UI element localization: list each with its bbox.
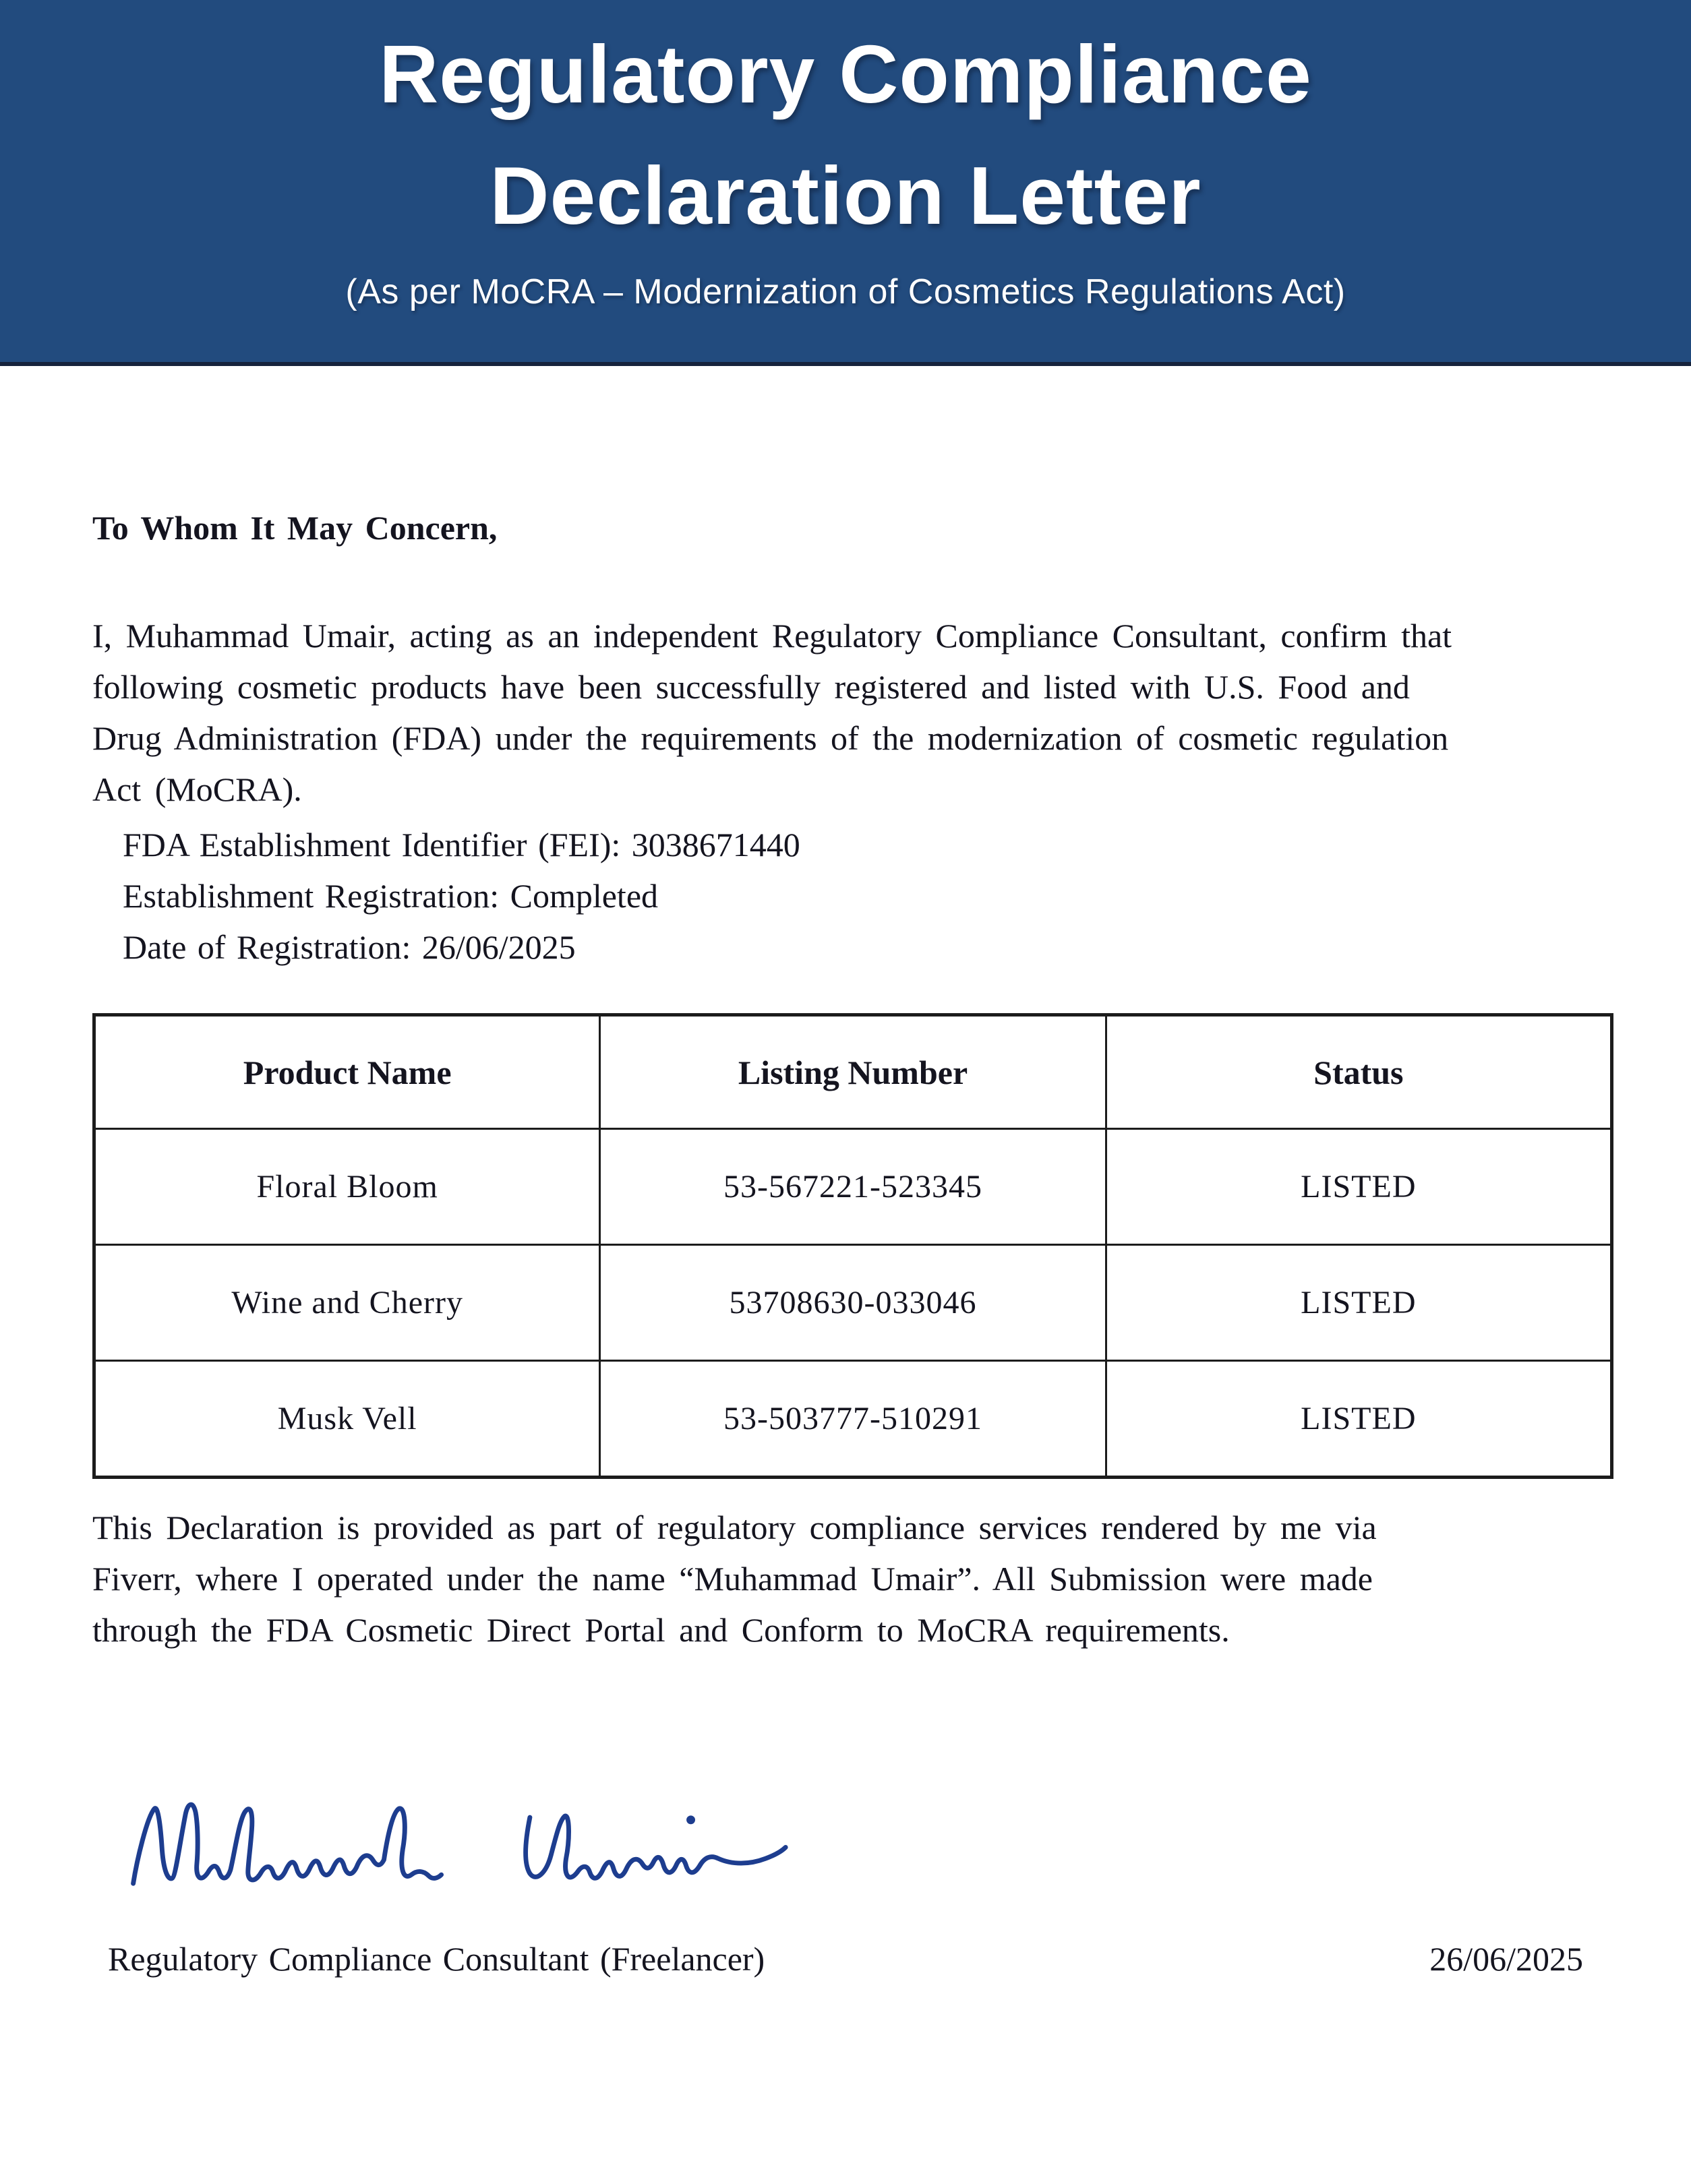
table-header-row [94,1015,1612,1129]
footer-row [0,1933,1691,1984]
column-header-status: Status [1106,1015,1611,1129]
signature-image [98,1785,827,1910]
column-header-listing-number: Listing Number [600,1015,1106,1129]
table-row [94,1361,1612,1478]
paragraph-line: following cosmetic products have been successfully registered and listed with U.S. Food and [92,668,1410,706]
document-subtitle: (As per MoCRA – Modernization of Cosmetics Regulations Act) [345,272,1346,311]
letter-header-banner [0,0,1691,366]
paragraph-line: Fiverr, where I operated under the name “Muhammad Umair”. All Submission were made [92,1560,1373,1598]
table-row [94,1129,1612,1245]
document-title-line1: Regulatory Compliance [379,28,1312,120]
salutation: To Whom It May Concern, [92,509,498,547]
listing-number-cell: 53-567221-523345 [600,1129,1106,1245]
column-header-product-name: Product Name [94,1015,600,1129]
paragraph-line: This Declaration is provided as part of regulatory compliance services rendered by me via [92,1509,1377,1546]
status-cell: LISTED [1106,1245,1611,1361]
signature-i-dot [686,1815,695,1824]
signature-stroke-last-name [526,1816,786,1878]
paragraph-line: Drug Administration (FDA) under the requirements of the modernization of cosmetic regulation [92,719,1449,757]
signature-date: 26/06/2025 [1429,1940,1583,1978]
status-cell: LISTED [1106,1129,1611,1245]
product-name-cell: Floral Bloom [94,1129,600,1245]
paragraph-line: I, Muhammad Umair, acting as an independent Regulatory Compliance Consultant, confirm that [92,617,1452,655]
product-name-cell: Wine and Cherry [94,1245,600,1361]
intro-paragraph [92,610,1452,815]
signer-role: Regulatory Compliance Consultant (Freelancer) [108,1940,765,1978]
product-listing-table [92,1013,1613,1479]
paragraph-line: Act (MoCRA). [92,770,302,808]
establishment-registration-line: Establishment Registration: Completed [123,877,659,915]
listing-number-cell: 53708630-033046 [600,1245,1106,1361]
table-row [94,1245,1612,1361]
status-cell: LISTED [1106,1361,1611,1478]
listing-number-cell: 53-503777-510291 [600,1361,1106,1478]
product-name-cell: Musk Vell [94,1361,600,1478]
paragraph-line: through the FDA Cosmetic Direct Portal and Conform to MoCRA requirements. [92,1611,1230,1649]
fda-registration-details [92,819,800,973]
closing-paragraph [92,1502,1377,1656]
signature-stroke-first-name [134,1804,442,1883]
registration-date-line: Date of Registration: 26/06/2025 [123,928,576,966]
document-title-line2: Declaration Letter [489,150,1202,241]
fei-number-line: FDA Establishment Identifier (FEI): 3038671440 [123,826,800,863]
